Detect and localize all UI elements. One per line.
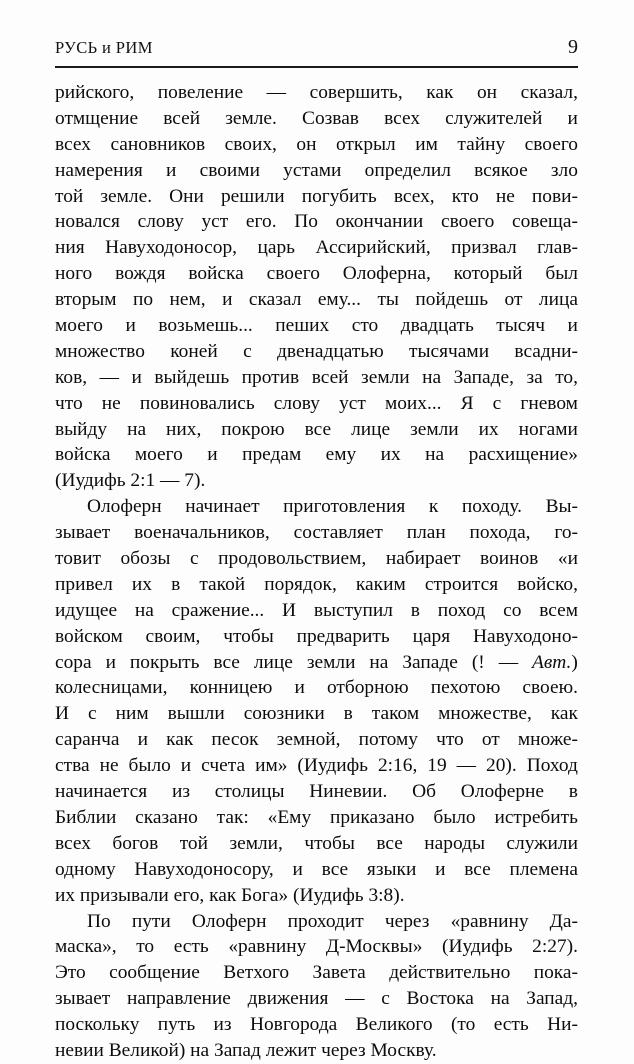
text-line: всех сановников своих, он открыл им тайну своего [55, 133, 578, 155]
running-head [55, 38, 578, 64]
text-line: выйду на них, покрою все лице земли их ногами [55, 418, 578, 440]
text-line: множество коней с двенадцатью тысячами всадни- [55, 340, 578, 362]
text-line: (Иудифь 2:1 — 7). [55, 470, 206, 492]
text-line: Олоферн начинает приготовления к походу. Вы- [87, 496, 578, 518]
text-line: колесницами, конницею и отборною пехотою своею. [55, 677, 578, 699]
text-line: сора и покрыть все лице земли на Западе (! — Авт.) [55, 651, 578, 673]
text-line: маска», то есть «равнину Д-Москвы» (Иудифь 2:27). [55, 936, 578, 958]
text-line: идущее на сражение... И выступил в поход со всем [55, 599, 578, 621]
text-line: отмщение всей земле. Созвав всех служителей и [55, 107, 578, 129]
text-line: Это сообщение Ветхого Завета действительно пока- [55, 962, 578, 984]
text-line: всех богов той земли, чтобы все народы служили [55, 832, 578, 854]
text-line: что не повиновались слову уст моих... Я с гневом [55, 392, 578, 414]
text-line: ного вождя войска своего Олоферна, который был [55, 263, 578, 285]
text-line: привел их в такой порядок, каким строится войско, [55, 573, 578, 595]
text-line: невии Великой) на Запад лежит через Москву. [55, 1039, 437, 1061]
text-line: зывает военачальников, составляет план похода, го- [55, 522, 578, 544]
text-line: войском своим, чтобы предварить царя Навуходоно- [55, 625, 578, 647]
header-rule [55, 66, 578, 68]
text-line: товит обозы с продовольствием, набирает воинов «и [55, 548, 578, 570]
text-line: той земле. Они решили погубить всех, кто не пови- [55, 185, 578, 207]
text-line: одному Навуходоносору, и все языки и все племена [55, 858, 578, 880]
page-number: 9 [568, 36, 578, 58]
paragraph-1 [55, 80, 578, 494]
text-block [55, 80, 578, 1064]
text-line: саранча и как песок земной, потому что от множе- [55, 729, 578, 751]
text-line: войска моего и предам ему их на расхищение» [55, 444, 578, 466]
text-line: ков, — и выйдешь против всей земли на Западе, за то, [55, 366, 578, 388]
text-line: вторым по нем, и сказал ему... ты пойдешь от лица [55, 289, 578, 311]
text-line: По пути Олоферн проходит через «равнину Да- [87, 910, 578, 932]
text-line: намерения и своими устами определил всякое зло [55, 159, 578, 181]
text-line: поскольку путь из Новгорода Великого (то есть Ни- [55, 1014, 578, 1036]
text-line: моего и возьмешь... пеших сто двадцать тысяч и [55, 315, 578, 337]
paragraph-3 [55, 909, 578, 1064]
text-line: их призывали его, как Бога» (Иудифь 3:8). [55, 884, 405, 906]
text-line: рийского, повеление — совершить, как он сказал, [55, 82, 578, 103]
text-line: И с ним вышли союзники в таком множестве, как [55, 703, 578, 725]
editorial-note: Авт. [532, 651, 572, 673]
text-line: новался слову уст его. По окончании своего совеща- [55, 211, 578, 233]
text-line: ния Навуходоносор, царь Ассирийский, призвал глав- [55, 237, 578, 259]
text-line: начинается из столицы Ниневии. Об Олоферне в [55, 781, 578, 803]
text-line: Библии сказано так: «Ему приказано было истребить [55, 806, 578, 828]
text-line: зывает направление движения — с Востока на Запад, [55, 988, 578, 1010]
running-head-title: РУСЬ и РИМ [55, 38, 153, 57]
paragraph-2 [55, 494, 578, 908]
text-line: ства не было и счета им» (Иудифь 2:16, 19 — 20). Поход [55, 755, 578, 777]
